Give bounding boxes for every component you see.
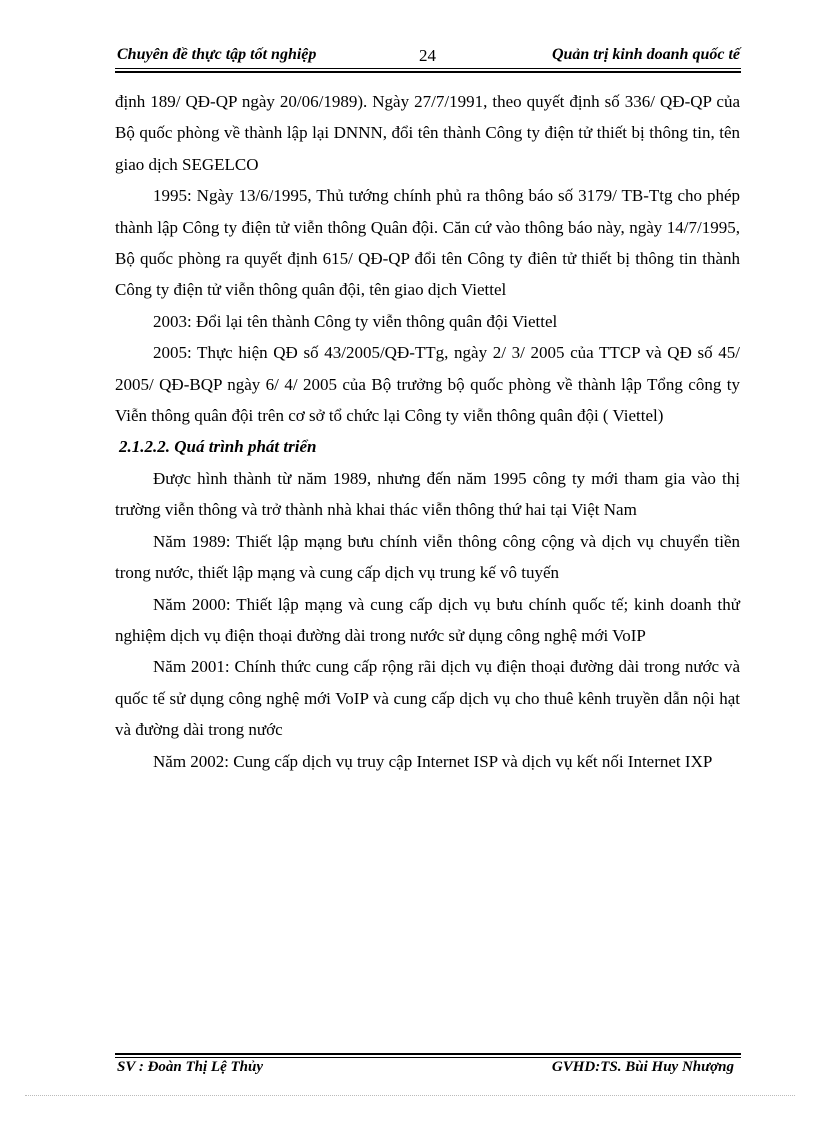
footer-rule-thick — [115, 1053, 741, 1055]
body-paragraph-4: 2005: Thực hiện QĐ số 43/2005/QĐ-TTg, ngày 2/ 3/ 2005 của TTCP và QĐ số 45/ 2005/ QĐ-BQP ngày 6/ 4/ 2005 của Bộ trưởng bộ quốc phòng về thành lập Tổng công ty Viễn thông quân đội trên cơ sở tổ chức lại Công ty viễn thông quân đội ( Viettel) — [115, 343, 740, 426]
footer-rule-thin — [115, 1057, 741, 1058]
section-heading: 2.1.2.2. Quá trình phát triển — [119, 437, 317, 457]
body-paragraph-9: Năm 2002: Cung cấp dịch vụ truy cập Internet ISP và dịch vụ kết nối Internet IXP — [153, 751, 713, 771]
body-paragraph-8: Năm 2001: Chính thức cung cấp rộng rãi dịch vụ điện thoại đường dài trong nước và quốc tế sử dụng công nghệ mới VoIP và cung cấp dịch vụ cho thuê kênh truyền dẫn nội hạt và đường dài trong nước — [115, 657, 740, 740]
header-document-type: Chuyên đề thực tập tốt nghiệp — [117, 46, 317, 63]
page-footer — [115, 1059, 740, 1081]
page-number: 24 — [419, 46, 436, 65]
header-rule-thick — [115, 71, 741, 73]
body-paragraph-1: định 189/ QĐ-QP ngày 20/06/1989). Ngày 27/7/1991, theo quyết định số 336/ QĐ-QP của Bộ quốc phòng về thành lập lại DNNN, đổi tên thành Công ty điện tử thiết bị thông tin, tên giao dịch SEGELCO — [115, 92, 740, 174]
header-rule-thin — [115, 68, 741, 69]
body-paragraph-7: Năm 2000: Thiết lập mạng và cung cấp dịch vụ bưu chính quốc tế; kinh doanh thử nghiệm dịch vụ điện thoại đường dài trong nước sử dụng công nghệ mới VoIP — [115, 594, 740, 645]
body-paragraph-2: 1995: Ngày 13/6/1995, Thủ tướng chính phủ ra thông báo số 3179/ TB-Ttg cho phép thành lập Công ty điện tử viễn thông Quân đội. Căn cứ vào thông báo này, ngày 14/7/1995, Bộ quốc phòng ra quyết định 615/ QĐ-QP đổi tên Công ty điên tử thiết bị thông tin thành Công ty điện tử viễn thông quân đội, tên giao dịch Viettel — [115, 186, 740, 300]
body-paragraph-6: Năm 1989: Thiết lập mạng bưu chính viễn thông công cộng và dịch vụ chuyển tiền trong nước, thiết lập mạng và cung cấp dịch vụ trung kế vô tuyến — [115, 531, 740, 583]
footer-advisor: GVHD:TS. Bùi Huy Nhượng — [551, 1059, 734, 1075]
body-paragraph-5: Được hình thành từ năm 1989, nhưng đến năm 1995 công ty mới tham gia vào thị trường viễn thông và trở thành nhà khai thác viễn thông thứ hai tại Việt Nam — [115, 468, 740, 520]
body-paragraph-3: 2003: Đổi lại tên thành Công ty viễn thông quân đội Viettel — [153, 311, 558, 331]
footer-student: SV : Đoàn Thị Lệ Thủy — [117, 1059, 263, 1075]
header-subject: Quản trị kinh doanh quốc tế — [551, 46, 740, 63]
page-bottom-dotted-line — [25, 1095, 795, 1096]
page-header — [115, 44, 740, 68]
page-body — [115, 86, 740, 777]
